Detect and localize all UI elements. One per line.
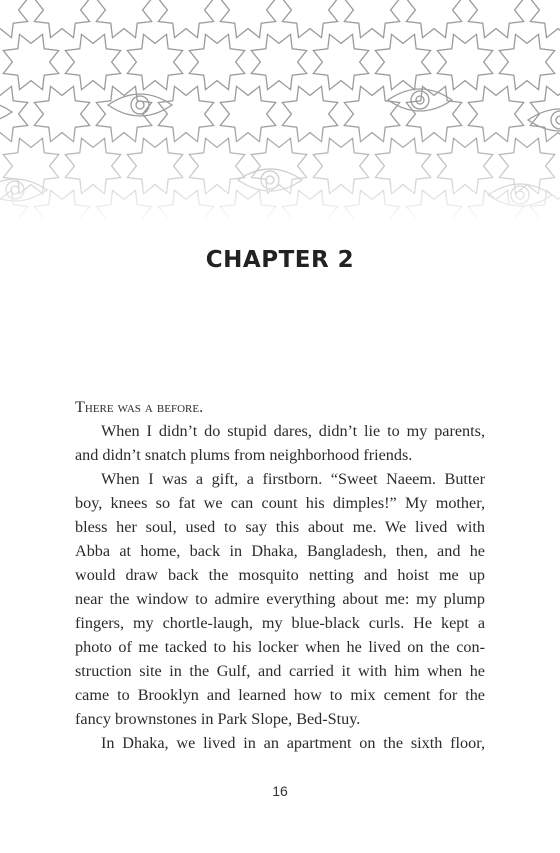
- text-line: struction site in the Gulf, and carried it with him when he: [75, 662, 485, 680]
- text-line: There was a before.: [75, 398, 204, 416]
- text-line: When I was a gift, a firstborn. “Sweet Naeem. Butter: [101, 470, 485, 488]
- chapter-title: CHAPTER 2: [205, 247, 355, 273]
- text-line: came to Brooklyn and learned how to mix cement for the: [75, 686, 485, 704]
- text-line: near the window to admire everything about me: my plump: [75, 590, 485, 608]
- text-line: In Dhaka, we lived in an apartment on the sixth floor,: [101, 734, 485, 752]
- paragraph-3: [75, 467, 485, 731]
- text-line: fingers, my chortle-laugh, my blue-black curls. He kept a: [75, 614, 485, 632]
- text-line: When I didn’t do stupid dares, didn’t lie to my parents,: [101, 422, 485, 440]
- text-line: photo of me tacked to his locker when he lived on the con-: [75, 638, 485, 656]
- geometric-eye-pattern-icon: [0, 0, 560, 225]
- paragraph-2: [75, 419, 485, 467]
- text-line: bless her soul, used to say this about me. We lived with: [75, 518, 485, 536]
- text-line: boy, knees so fat we can count his dimples!” My mother,: [75, 494, 485, 512]
- paragraph-1: [75, 395, 485, 419]
- body-text: [75, 395, 485, 755]
- text-line: Abba at home, back in Dhaka, Bangladesh, then, and he: [75, 542, 485, 560]
- page-number: 16: [272, 783, 288, 799]
- text-line: fancy brownstones in Park Slope, Bed-Stuy.: [75, 710, 361, 728]
- text-line: and didn’t snatch plums from neighborhood friends.: [75, 446, 413, 464]
- paragraph-4: [75, 731, 485, 755]
- text-line: would draw back the mosquito netting and hoist me up: [75, 566, 485, 584]
